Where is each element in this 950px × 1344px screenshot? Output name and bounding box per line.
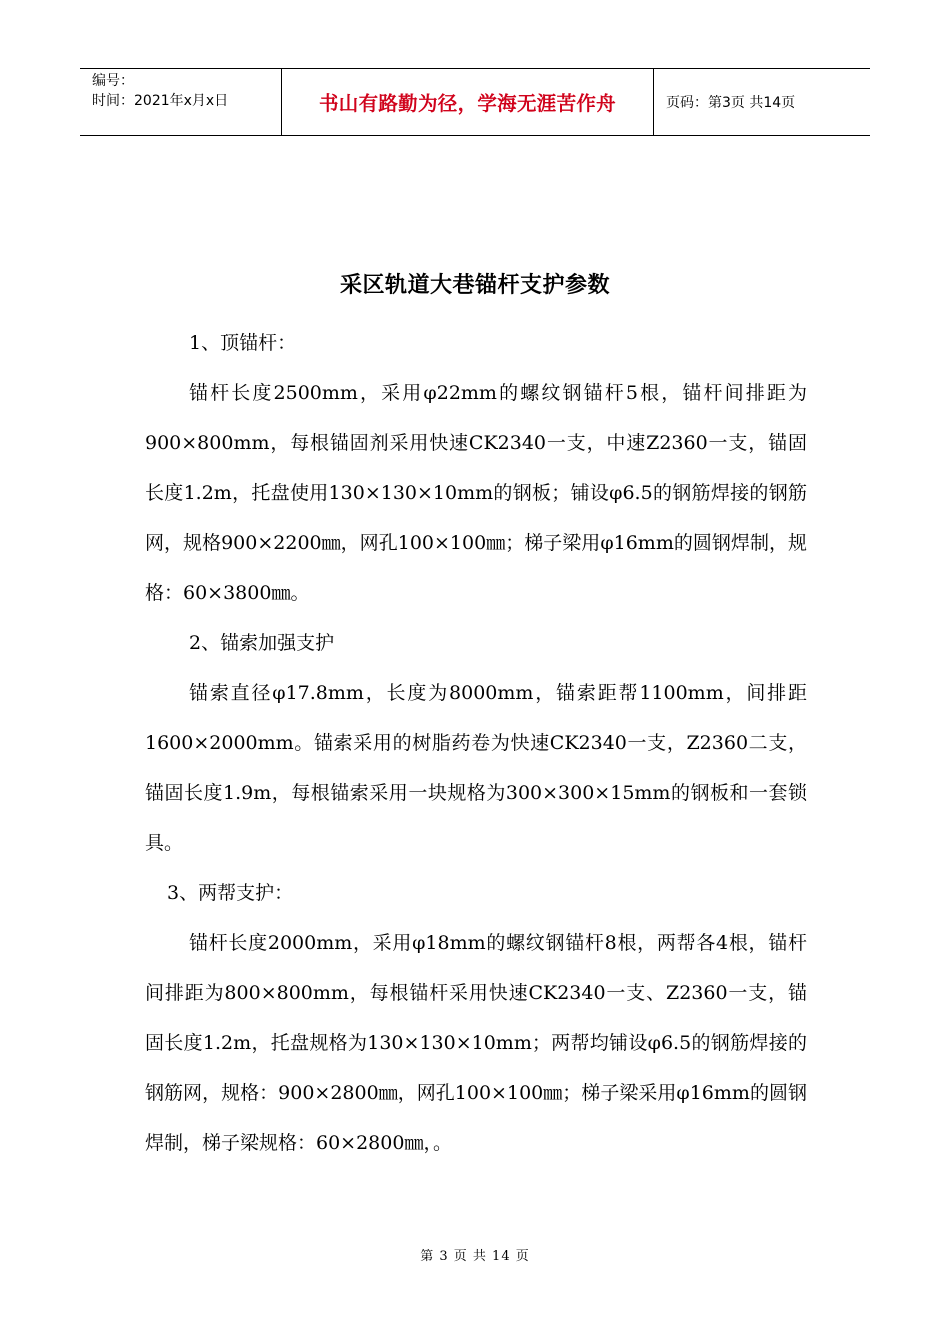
document-body xyxy=(145,318,807,1168)
header-motto: 书山有路勤为径，学海无涯苦作舟 xyxy=(318,92,616,115)
page-header xyxy=(80,68,870,136)
header-meta xyxy=(80,69,282,135)
section-heading-roof-bolt: 1、顶锚杆： xyxy=(189,332,297,354)
page-footer: 第 3 页 共 14 页 xyxy=(420,1249,530,1264)
section-body-side-support: 锚杆长度2000mm，采用φ18mm的螺纹钢锚杆8根，两帮各4根，锚杆间排距为800×800mm，每根锚杆采用快速CK2340一支、Z2360一支，锚固长度1.2m，托盘规格为130×130×10mm；两帮均铺设φ6.5的钢筋焊接的钢筋网，规格：900×2800㎜，网孔100×100㎜；梯子梁采用φ16mm的圆钢焊制，梯子梁规格：60×2800㎜，。 xyxy=(145,932,807,1154)
section-heading-side-support: 3、两帮支护： xyxy=(167,882,294,904)
document-time-label: 时间：2021年x月x日 xyxy=(92,93,229,109)
document-title: 采区轨道大巷锚杆支护参数 xyxy=(339,273,610,298)
header-motto-cell xyxy=(282,69,654,135)
section-body-roof-bolt: 锚杆长度2500mm，采用φ22mm的螺纹钢锚杆5根，锚杆间排距为900×800mm，每根锚固剂采用快速CK2340一支，中速Z2360一支，锚固长度1.2m，托盘使用130×130×10mm的钢板；铺设φ6.5的钢筋焊接的钢筋网，规格900×2200㎜，网孔100×100㎜；梯子梁用φ16mm的圆钢焊制，规格：60×3800㎜。 xyxy=(145,382,807,604)
header-page-code: 页码：第3页 共14页 xyxy=(666,95,796,111)
header-page-code-cell xyxy=(654,69,870,135)
section-heading-anchor-cable: 2、锚索加强支护 xyxy=(189,632,335,654)
document-number-label: 编号： xyxy=(92,73,134,89)
section-body-anchor-cable: 锚索直径φ17.8mm，长度为8000mm，锚索距帮1100mm，间排距1600×2000mm。锚索采用的树脂药卷为快速CK2340一支，Z2360二支，锚固长度1.9m，每根锚索采用一块规格为300×300×15mm的钢板和一套锁具。 xyxy=(145,682,807,854)
